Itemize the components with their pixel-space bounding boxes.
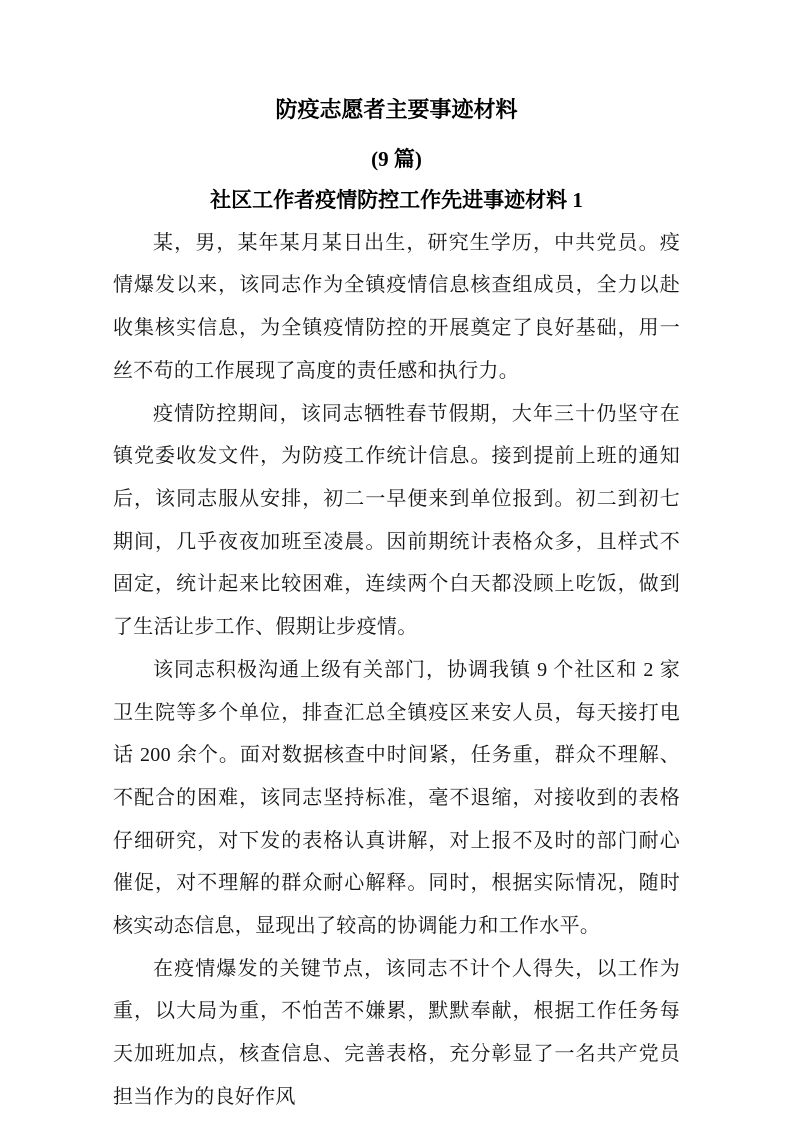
document-subtitle: (9 篇) <box>371 147 422 172</box>
body-paragraph: 疫情防控期间，该同志牺牲春节假期，大年三十仍坚守在镇党委收发文件，为防疫工作统计信息。接到提前上班的通知后，该同志服从安排，初二一早便来到单位报到。初二到初七期间，几乎夜夜加班至凌晨。因前期统计表格众多，且样式不固定，统计起来比较困难，连续两个白天都没顾上吃饭，做到了生活让步工作、假期让步疫情。 <box>113 402 680 639</box>
document-body <box>113 222 680 1119</box>
section-heading: 社区工作者疫情防控工作先进事迹材料 1 <box>210 187 583 212</box>
body-paragraph: 该同志积极沟通上级有关部门，协调我镇 9 个社区和 2 家卫生院等多个单位，排查汇总全镇疫区来安人员，每天接打电话 200 余个。面对数据核查中时间紧，任务重，群众不理解、不配合的困难，该同志坚持标准，毫不退缩，对接收到的表格仔细研究，对下发的表格认真讲解，对上报不及时的部门耐心催促，对不理解的群众耐心解释。同时，根据实际情况，随时核实动态信息，显现出了较高的协调能力和工作水平。 <box>113 658 680 938</box>
document-title: 防疫志愿者主要事迹材料 <box>275 97 518 122</box>
body-paragraph: 在疫情爆发的关键节点，该同志不计个人得失，以工作为重，以大局为重，不怕苦不嫌累，默默奉献，根据工作任务每天加班加点，核查信息、完善表格，充分彰显了一名共产党员担当作为的良好作风 <box>113 957 680 1108</box>
body-paragraph: 某，男，某年某月某日出生，研究生学历，中共党员。疫情爆发以来，该同志作为全镇疫情信息核查组成员，全力以赴收集核实信息，为全镇疫情防控的开展奠定了良好基础，用一丝不苟的工作展现了高度的责任感和执行力。 <box>113 231 680 382</box>
